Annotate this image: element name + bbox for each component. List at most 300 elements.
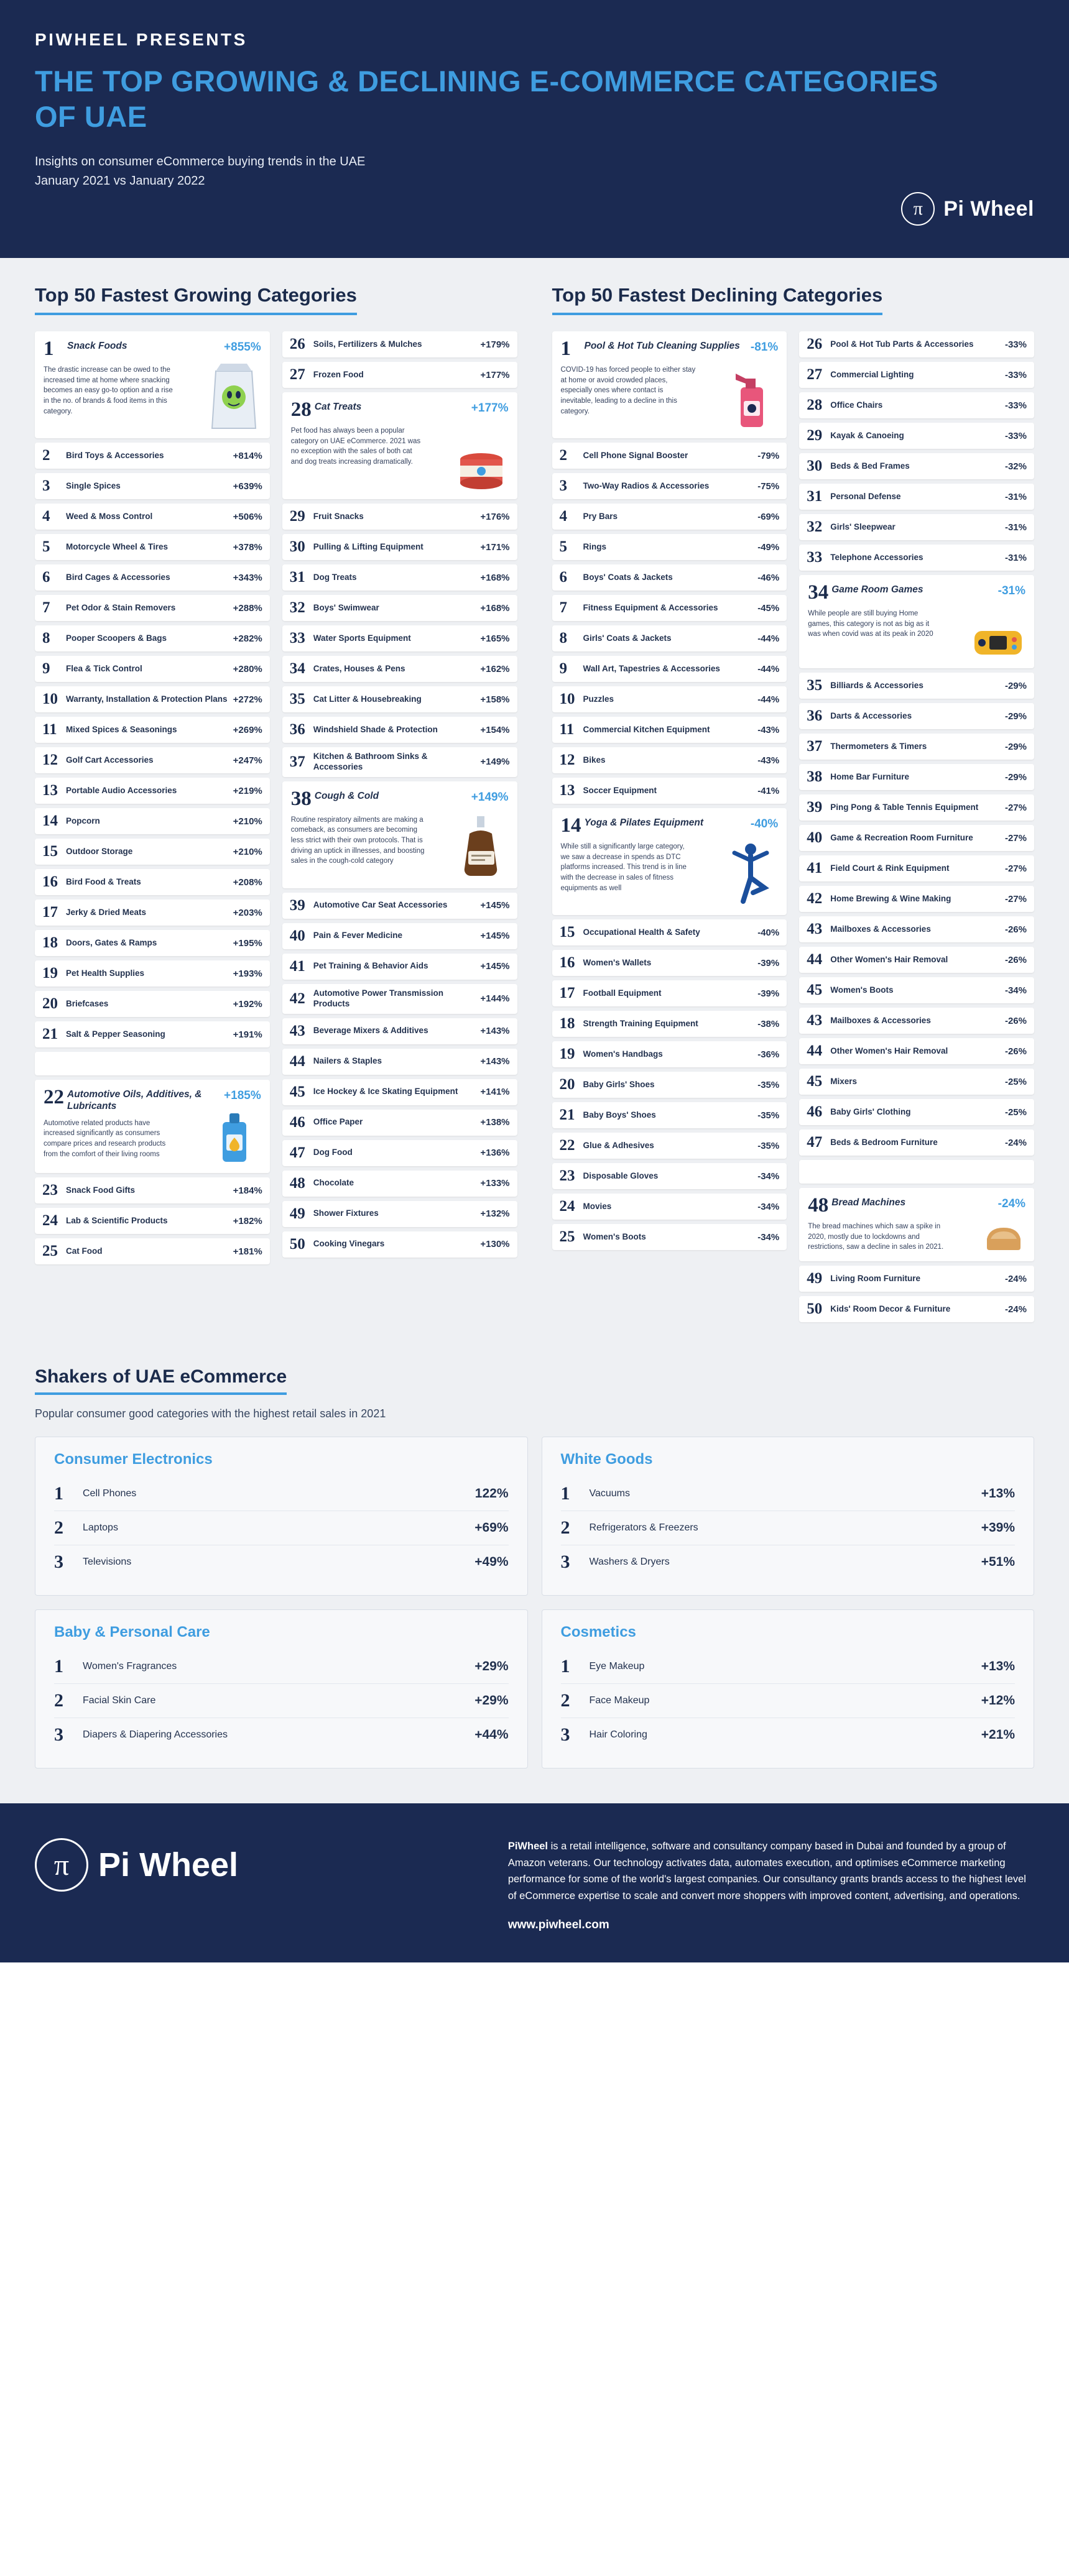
list-item[interactable] xyxy=(799,673,1034,699)
list-item[interactable] xyxy=(552,1011,787,1037)
category-name: Beds & Bedroom Furniture xyxy=(830,1137,938,1147)
list-item[interactable] xyxy=(552,950,787,976)
list-item[interactable] xyxy=(552,980,787,1006)
decline-value: -39% xyxy=(757,957,780,968)
growth-value: +192% xyxy=(233,998,262,1010)
decline-value: -39% xyxy=(757,988,780,999)
rank: 20 xyxy=(559,1076,575,1093)
list-item[interactable] xyxy=(54,1477,509,1511)
rank: 32 xyxy=(289,599,305,616)
category-name: Bread Machines xyxy=(831,1197,906,1208)
rank: 27 xyxy=(289,366,305,383)
growth-value: +145% xyxy=(480,931,510,942)
rank: 24 xyxy=(559,1198,575,1215)
list-item[interactable] xyxy=(35,930,270,956)
list-item[interactable] xyxy=(282,984,517,1014)
rank: 8 xyxy=(42,630,50,646)
list-item[interactable] xyxy=(282,954,517,980)
rank: 40 xyxy=(807,829,823,846)
list-item[interactable] xyxy=(282,747,517,777)
rank: 50 xyxy=(807,1300,823,1318)
rank: 2 xyxy=(560,1517,570,1539)
rank: 15 xyxy=(559,924,575,941)
rank: 33 xyxy=(807,549,823,566)
list-item[interactable] xyxy=(282,1110,517,1136)
rank: 12 xyxy=(42,752,58,768)
category-name: Fitness Equipment & Accessories xyxy=(583,602,718,612)
list-item[interactable] xyxy=(552,534,787,560)
list-item[interactable] xyxy=(799,1038,1034,1064)
decline-value: -32% xyxy=(1004,461,1027,472)
list-item[interactable] xyxy=(799,1069,1034,1095)
growth-value: +158% xyxy=(480,694,510,705)
list-item[interactable] xyxy=(799,734,1034,760)
category-name: Other Women's Hair Removal xyxy=(830,954,948,964)
category-name: Flea & Tick Control xyxy=(66,663,142,673)
growth-value: +269% xyxy=(233,724,262,735)
rank: 26 xyxy=(289,336,305,352)
list-item[interactable] xyxy=(282,362,517,388)
list-item[interactable] xyxy=(799,1099,1034,1125)
featured-card-snack-foods[interactable] xyxy=(35,331,270,438)
list-item[interactable] xyxy=(282,1018,517,1044)
category-name: Eye Makeup xyxy=(589,1661,645,1672)
list-item[interactable] xyxy=(799,977,1034,1003)
rank: 29 xyxy=(289,508,305,525)
rank: 23 xyxy=(559,1167,575,1184)
growth-value: +44% xyxy=(474,1727,509,1742)
category-name: Women's Wallets xyxy=(583,957,652,967)
rank: 35 xyxy=(289,691,305,707)
growth-value: +29% xyxy=(474,1693,509,1708)
growth-value: +168% xyxy=(480,572,510,583)
list-item[interactable] xyxy=(35,839,270,865)
category-name: Televisions xyxy=(83,1557,132,1568)
category-name: Motorcycle Wheel & Tires xyxy=(66,541,169,551)
rank: 44 xyxy=(807,1042,823,1059)
rank: 22 xyxy=(44,1086,64,1108)
category-name: Girls' Sleepwear xyxy=(830,522,895,531)
rank: 13 xyxy=(42,782,58,799)
rank: 47 xyxy=(289,1144,305,1161)
list-item[interactable] xyxy=(561,1650,1016,1684)
list-item[interactable] xyxy=(282,1231,517,1258)
growth-value: +288% xyxy=(233,602,262,614)
category-name: Lab & Scientific Products xyxy=(66,1215,168,1225)
rank: 31 xyxy=(289,569,305,586)
growth-value: +154% xyxy=(480,724,510,735)
decline-value: -25% xyxy=(1004,1076,1027,1087)
list-item[interactable] xyxy=(35,564,270,591)
list-item[interactable] xyxy=(552,1163,787,1189)
category-name: Living Room Furniture xyxy=(830,1273,920,1283)
category-name: Diapers & Diapering Accessories xyxy=(83,1729,228,1741)
list-item[interactable] xyxy=(799,886,1034,912)
list-item[interactable] xyxy=(282,331,517,357)
list-item[interactable] xyxy=(35,1208,270,1234)
declining-title: Top 50 Fastest Declining Categories xyxy=(552,284,883,315)
featured-card-yoga-pilates[interactable] xyxy=(552,808,787,915)
list-item[interactable] xyxy=(561,1545,1016,1579)
category-name: Personal Defense xyxy=(830,491,901,501)
growing-right-column xyxy=(282,331,517,1269)
list-item[interactable] xyxy=(799,392,1034,418)
list-item[interactable] xyxy=(799,916,1034,942)
rank: 16 xyxy=(559,954,575,971)
list-item[interactable] xyxy=(282,1201,517,1227)
decline-value: -29% xyxy=(1004,741,1027,752)
rank: 1 xyxy=(54,1483,63,1504)
rank: 2 xyxy=(559,447,567,464)
list-item[interactable] xyxy=(799,764,1034,790)
category-name: Frozen Food xyxy=(313,369,364,379)
list-item[interactable] xyxy=(35,778,270,804)
category-name: Field Court & Rink Equipment xyxy=(830,863,950,873)
list-item[interactable] xyxy=(799,855,1034,881)
category-name: Women's Handbags xyxy=(583,1049,663,1059)
rank: 28 xyxy=(807,397,823,413)
rank: 6 xyxy=(559,569,567,586)
category-name: Doors, Gates & Ramps xyxy=(66,937,157,947)
list-item[interactable] xyxy=(552,625,787,651)
list-item[interactable] xyxy=(799,484,1034,510)
rank: 23 xyxy=(42,1182,58,1198)
decline-value: -24% xyxy=(997,1197,1025,1210)
featured-card-bread-machines[interactable] xyxy=(799,1188,1034,1261)
list-item[interactable] xyxy=(35,808,270,834)
list-item[interactable] xyxy=(552,747,787,773)
category-name: Briefcases xyxy=(66,998,109,1008)
featured-card-automotive-oils[interactable] xyxy=(35,1080,270,1173)
growth-value: +136% xyxy=(480,1148,510,1158)
category-name: Baby Girls' Clothing xyxy=(830,1106,911,1116)
list-item[interactable] xyxy=(35,625,270,651)
lists-section xyxy=(0,258,1069,1361)
category-name: Wall Art, Tapestries & Accessories xyxy=(583,663,720,673)
list-item[interactable] xyxy=(35,717,270,743)
list-item[interactable] xyxy=(552,1194,787,1220)
category-name: Football Equipment xyxy=(583,988,662,998)
list-item[interactable] xyxy=(799,1008,1034,1034)
category-name: Game & Recreation Room Furniture xyxy=(830,832,973,842)
category-name: Fruit Snacks xyxy=(313,511,364,521)
spray-bottle-icon xyxy=(722,359,779,432)
shakers-box-consumer-electronics xyxy=(35,1437,528,1596)
list-item[interactable] xyxy=(282,893,517,919)
growing-left-list xyxy=(35,443,270,469)
list-item[interactable] xyxy=(35,504,270,530)
rank: 24 xyxy=(42,1212,58,1229)
shakers-box-baby-personal-care xyxy=(35,1609,528,1769)
growth-value: +13% xyxy=(981,1486,1015,1501)
list-item[interactable] xyxy=(552,564,787,591)
list-item[interactable] xyxy=(552,1041,787,1067)
category-name: Ice Hockey & Ice Skating Equipment xyxy=(313,1087,458,1097)
rank: 2 xyxy=(560,1690,570,1711)
growing-title: Top 50 Fastest Growing Categories xyxy=(35,284,357,315)
list-item[interactable] xyxy=(35,686,270,712)
list-item[interactable] xyxy=(799,545,1034,571)
category-name: Home Bar Furniture xyxy=(830,771,910,781)
category-name: Pool & Hot Tub Parts & Accessories xyxy=(830,339,974,349)
rank: 29 xyxy=(807,427,823,444)
growth-value: +69% xyxy=(474,1520,509,1535)
rank: 48 xyxy=(289,1174,305,1192)
category-name: Pet Training & Behavior Aids xyxy=(313,961,428,971)
decline-value: -36% xyxy=(757,1049,780,1060)
category-name: Rings xyxy=(583,541,607,551)
list-item[interactable] xyxy=(799,825,1034,851)
rank: 37 xyxy=(807,738,823,755)
list-item[interactable] xyxy=(552,1072,787,1098)
rank: 36 xyxy=(289,721,305,738)
list-item[interactable] xyxy=(35,1052,270,1075)
list-item[interactable] xyxy=(552,1102,787,1128)
category-name: Popcorn xyxy=(66,816,100,826)
list-item[interactable] xyxy=(552,686,787,712)
list-item[interactable] xyxy=(54,1684,509,1718)
decline-value: -44% xyxy=(757,663,780,674)
list-item[interactable] xyxy=(35,443,270,469)
list-item[interactable] xyxy=(799,1296,1034,1322)
decline-value: -27% xyxy=(1004,893,1027,904)
list-item[interactable] xyxy=(35,534,270,560)
decline-value: -46% xyxy=(757,572,780,583)
rank: 42 xyxy=(289,990,305,1007)
list-item[interactable] xyxy=(799,1129,1034,1156)
rank: 5 xyxy=(559,538,567,555)
featured-card-cough-cold[interactable] xyxy=(282,781,517,888)
rank: 18 xyxy=(559,1015,575,1032)
rank: 32 xyxy=(807,518,823,535)
decline-value: -75% xyxy=(757,481,780,492)
list-item[interactable] xyxy=(35,1021,270,1047)
list-item[interactable] xyxy=(799,514,1034,540)
shakers-section xyxy=(0,1361,1069,1803)
category-name: Automotive Oils, Additives, & Lubricants xyxy=(67,1089,202,1111)
list-item[interactable] xyxy=(799,794,1034,821)
growth-value: +168% xyxy=(480,602,510,614)
list-item[interactable] xyxy=(552,919,787,945)
decline-value: -44% xyxy=(757,694,780,705)
list-item[interactable] xyxy=(552,717,787,743)
decline-value: -79% xyxy=(757,450,780,461)
list-item[interactable] xyxy=(799,331,1034,357)
rank: 3 xyxy=(54,1724,63,1746)
shakers-box-title: Baby & Personal Care xyxy=(54,1624,210,1641)
rank: 7 xyxy=(559,599,567,616)
category-blurb: Routine respiratory ailments are making a comeback, as consumers are becoming less strict with their own protocols. That is driving an uptick in illnesses, and boosting sales in the cough-cold category xyxy=(290,816,425,865)
list-item[interactable] xyxy=(799,947,1034,973)
rank: 41 xyxy=(289,957,305,975)
category-name: Home Brewing & Wine Making xyxy=(830,893,951,903)
category-blurb: While people are still buying Home games, this category is not as big as it was when covid was at its peak in 2020 xyxy=(808,610,933,638)
list-item[interactable] xyxy=(35,473,270,499)
list-item[interactable] xyxy=(35,960,270,987)
list-item[interactable] xyxy=(552,1133,787,1159)
pi-symbol-icon: π xyxy=(35,1838,88,1892)
list-item[interactable] xyxy=(561,1511,1016,1545)
category-name: Cat Treats xyxy=(314,402,362,412)
rank: 34 xyxy=(289,660,305,677)
list-item[interactable] xyxy=(282,923,517,949)
rank: 1 xyxy=(44,338,54,360)
decline-value: -33% xyxy=(1004,339,1027,350)
rank: 11 xyxy=(42,721,57,738)
header-logo xyxy=(901,192,1034,226)
footer-logo xyxy=(35,1838,483,1892)
list-item[interactable] xyxy=(799,1266,1034,1292)
rank: 8 xyxy=(559,630,567,646)
rank: 1 xyxy=(54,1656,63,1677)
category-name: Pet Health Supplies xyxy=(66,968,145,978)
rank: 43 xyxy=(807,921,823,937)
list-item[interactable] xyxy=(35,1238,270,1264)
decline-value: -25% xyxy=(1004,1106,1027,1118)
list-item[interactable] xyxy=(552,1224,787,1250)
list-item[interactable] xyxy=(282,625,517,651)
category-blurb: The bread machines which saw a spike in 2020, mostly due to lockdowns and restrictions, saw a decline in sales in 2021. xyxy=(808,1223,944,1251)
list-item[interactable] xyxy=(282,1049,517,1075)
rank: 15 xyxy=(42,843,58,860)
rank: 19 xyxy=(559,1046,575,1062)
list-item[interactable] xyxy=(552,595,787,621)
rank: 2 xyxy=(42,447,50,464)
featured-card-game-room-games[interactable] xyxy=(799,575,1034,668)
list-item[interactable] xyxy=(282,1079,517,1105)
list-item[interactable] xyxy=(35,595,270,621)
category-name: Women's Boots xyxy=(830,985,894,995)
growth-value: +145% xyxy=(480,900,510,911)
rank: 14 xyxy=(560,814,581,837)
rank: 34 xyxy=(808,581,829,604)
growth-value: +138% xyxy=(480,1117,510,1128)
list-item[interactable] xyxy=(552,656,787,682)
rank: 38 xyxy=(290,787,312,810)
list-item[interactable] xyxy=(282,1171,517,1197)
shakers-box-white-goods xyxy=(542,1437,1035,1596)
decline-value: -81% xyxy=(750,341,779,354)
list-item[interactable] xyxy=(35,899,270,926)
list-item[interactable] xyxy=(799,453,1034,479)
shakers-box-cosmetics xyxy=(542,1609,1035,1769)
list-item[interactable] xyxy=(282,534,517,560)
featured-card-cat-treats[interactable] xyxy=(282,392,517,499)
list-item[interactable] xyxy=(35,869,270,895)
footer-body-text: is a retail intelligence, software and consultancy company based in Dubai and founded by a group of Amazon veterans. Our technology activates data, automates execution, and optimises eCommerce marketing performance for some of the world's largest companies. Our consultancy grants brands access to the highest level of eCommerce expertise to scale and convert more shoppers with improved content, advertising, and operations. xyxy=(507,1841,1026,1902)
rank: 6 xyxy=(42,569,50,586)
list-item[interactable] xyxy=(552,443,787,469)
footer-url[interactable]: www.piwheel.com xyxy=(507,1918,609,1931)
category-name: Billiards & Accessories xyxy=(830,680,923,690)
list-item[interactable] xyxy=(54,1718,509,1752)
rank: 3 xyxy=(560,1724,570,1746)
list-item[interactable] xyxy=(35,656,270,682)
decline-value: -29% xyxy=(1004,680,1027,691)
shakers-box-title: Consumer Electronics xyxy=(54,1451,213,1468)
list-item[interactable] xyxy=(54,1650,509,1684)
growth-value: +177% xyxy=(471,402,509,415)
growth-value: 122% xyxy=(474,1486,509,1501)
list-item[interactable] xyxy=(561,1684,1016,1718)
list-item[interactable] xyxy=(282,564,517,591)
category-name: Salt & Pepper Seasoning xyxy=(66,1029,165,1039)
list-item[interactable] xyxy=(282,1140,517,1166)
hero-subtitle-line2: January 2021 vs January 2022 xyxy=(35,173,205,188)
list-item[interactable] xyxy=(35,991,270,1017)
growth-value: +272% xyxy=(233,694,262,705)
rank: 5 xyxy=(42,538,50,555)
category-name: Darts & Accessories xyxy=(830,711,912,720)
category-name: Cell Phone Signal Booster xyxy=(583,450,688,460)
rank: 3 xyxy=(42,477,50,494)
decline-value: -34% xyxy=(757,1171,780,1182)
list-item[interactable] xyxy=(282,656,517,682)
rank: 46 xyxy=(807,1103,823,1120)
growth-value: +195% xyxy=(233,937,262,949)
growth-value: +184% xyxy=(233,1185,262,1196)
category-name: Ping Pong & Table Tennis Equipment xyxy=(830,802,979,812)
category-name: Women's Boots xyxy=(583,1231,646,1241)
category-name: Jerky & Dried Meats xyxy=(66,907,147,917)
category-name: Commercial Lighting xyxy=(830,369,914,379)
shakers-box-title: Cosmetics xyxy=(560,1624,636,1641)
list-item[interactable] xyxy=(35,1177,270,1203)
list-item[interactable] xyxy=(561,1477,1016,1511)
list-item[interactable] xyxy=(54,1511,509,1545)
category-name: Other Women's Hair Removal xyxy=(830,1046,948,1056)
category-name: Puzzles xyxy=(583,694,614,704)
list-item[interactable] xyxy=(552,504,787,530)
list-item[interactable] xyxy=(799,703,1034,729)
list-item[interactable] xyxy=(282,717,517,743)
rank: 2 xyxy=(54,1690,63,1711)
list-item[interactable] xyxy=(282,595,517,621)
rank: 39 xyxy=(289,896,305,914)
list-item[interactable] xyxy=(799,1160,1034,1184)
list-item[interactable] xyxy=(799,423,1034,449)
list-item[interactable] xyxy=(282,504,517,530)
list-item[interactable] xyxy=(282,686,517,712)
rank: 4 xyxy=(559,508,567,525)
header-logo-label: Pi Wheel xyxy=(943,196,1034,221)
list-item[interactable] xyxy=(35,747,270,773)
rank: 11 xyxy=(559,721,575,738)
cat-treat-can-icon xyxy=(453,420,510,493)
rank: 44 xyxy=(289,1052,305,1070)
growth-value: +132% xyxy=(480,1208,510,1219)
category-name: Bird Toys & Accessories xyxy=(66,450,164,460)
growth-value: +165% xyxy=(480,633,510,644)
decline-value: -33% xyxy=(1004,400,1027,411)
category-name: Occupational Health & Safety xyxy=(583,927,700,937)
list-item[interactable] xyxy=(561,1718,1016,1752)
rank: 44 xyxy=(807,951,823,968)
list-item[interactable] xyxy=(799,362,1034,388)
featured-card-pool-hot-tub[interactable] xyxy=(552,331,787,438)
category-name: Kids' Room Decor & Furniture xyxy=(830,1304,951,1313)
list-item[interactable] xyxy=(552,778,787,804)
category-name: Washers & Dryers xyxy=(589,1557,670,1568)
decline-value: -44% xyxy=(757,633,780,644)
list-item[interactable] xyxy=(54,1545,509,1579)
growth-value: +141% xyxy=(480,1087,510,1097)
category-name: Boys' Coats & Jackets xyxy=(583,572,673,582)
category-name: Dog Food xyxy=(313,1148,353,1157)
list-item[interactable] xyxy=(552,473,787,499)
category-name: Snack Food Gifts xyxy=(66,1185,136,1195)
category-name: Hair Coloring xyxy=(589,1729,647,1741)
